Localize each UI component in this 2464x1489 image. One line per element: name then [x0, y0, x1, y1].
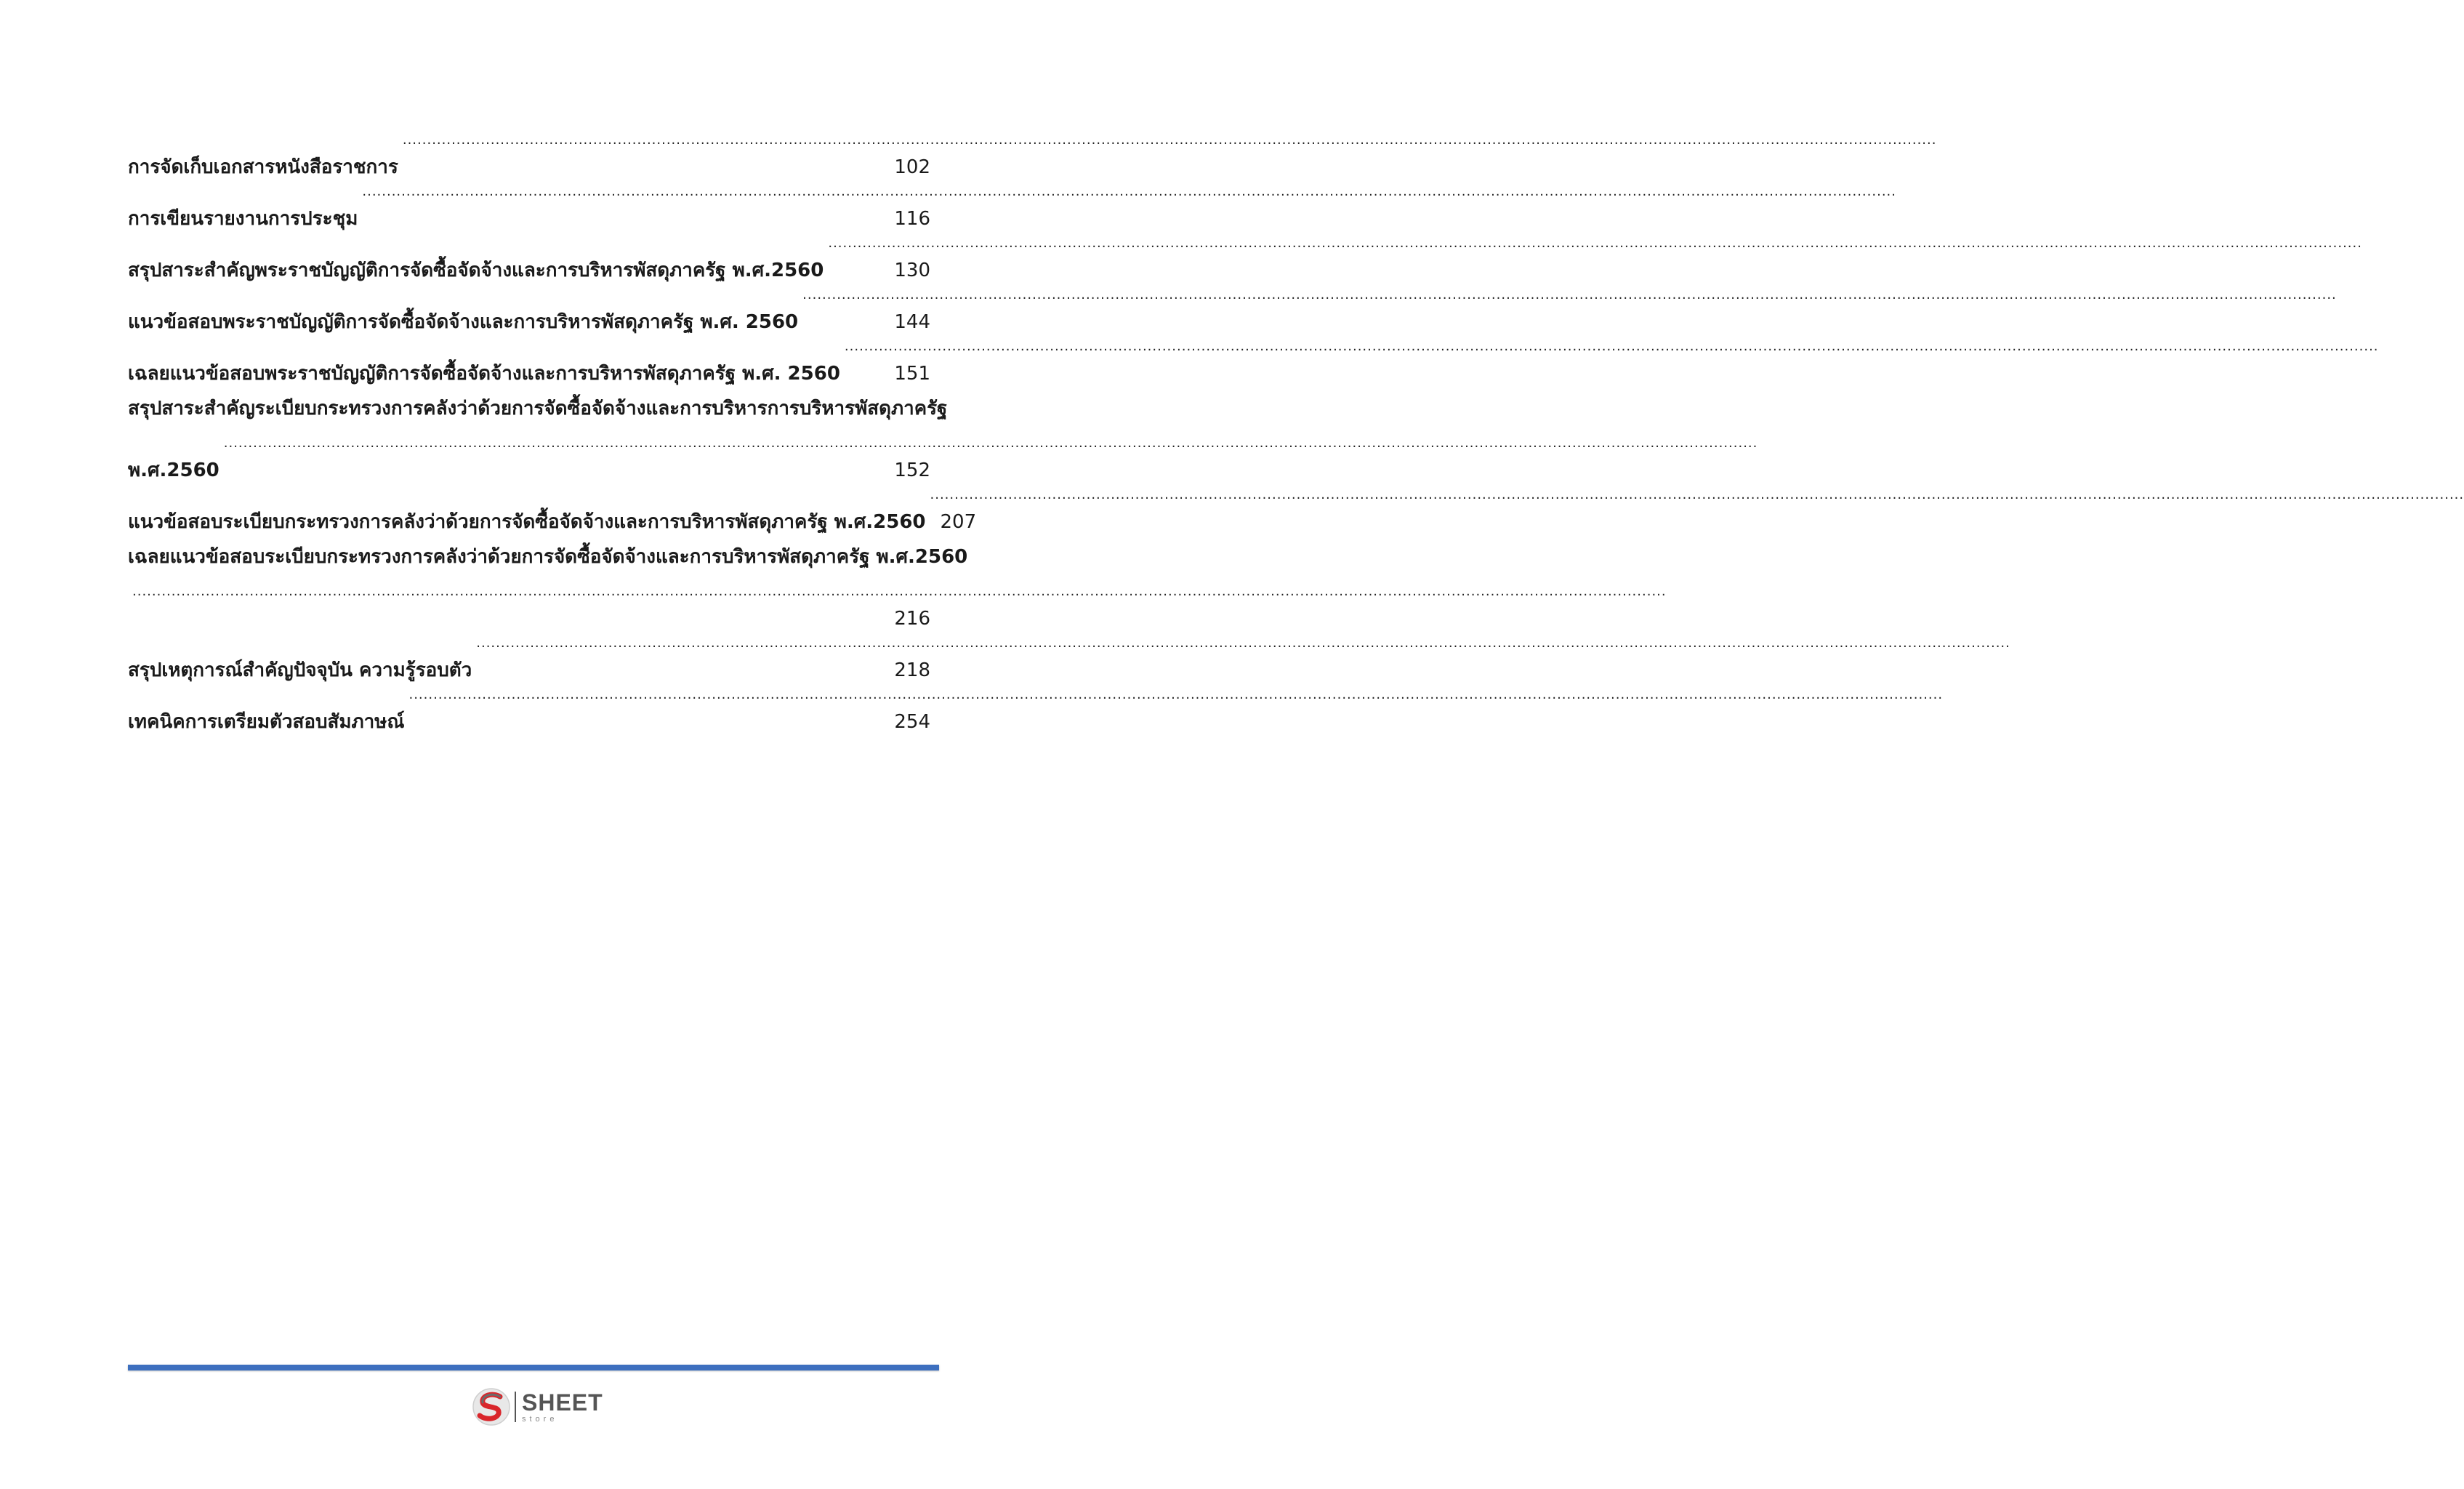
toc-entry-page: 218: [894, 659, 930, 681]
toc-dot-leader: [224, 431, 890, 476]
toc-dot-leader: [930, 483, 936, 528]
table-of-contents: [128, 128, 977, 734]
toc-entry-page: 130: [894, 260, 930, 281]
toc-dot-leader: [408, 683, 890, 728]
toc-entry-page: 102: [894, 156, 930, 178]
toc-entry-page: 152: [894, 459, 930, 481]
toc-dot-leader: [802, 283, 890, 328]
toc-entry[interactable]: [128, 128, 930, 178]
toc-entry-title: แนวข้อสอบพระราชบัญญัติการจัดซื้อจัดจ้างและการบริหารพัสดุภาครัฐ พ.ศ. 2560: [128, 311, 799, 333]
toc-entry-page: 116: [894, 208, 930, 230]
toc-entry-title: การเขียนรายงานการประชุม: [128, 208, 358, 230]
toc-entry-page: 207: [940, 511, 977, 533]
sheet-store-logo: [471, 1385, 603, 1429]
toc-dot-leader: [476, 631, 890, 676]
toc-entry-page: 254: [894, 711, 930, 733]
toc-entry-title: แนวข้อสอบระเบียบกระทรวงการคลังว่าด้วยการจัดซื้อจัดจ้างและการบริหารพัสดุภาครัฐ พ.ศ.2560: [128, 511, 926, 533]
toc-dot-leader: [362, 180, 890, 225]
sheet-store-s-icon: [471, 1386, 512, 1427]
toc-entry[interactable]: [128, 631, 930, 681]
toc-entry-title: เฉลยแนวข้อสอบระเบียบกระทรวงการคลังว่าด้วยการจัดซื้อจัดจ้างและการบริหารพัสดุภาครัฐ พ.ศ.2560: [128, 546, 968, 568]
brand-name: SHEET: [522, 1389, 603, 1416]
toc-dot-leader: [845, 334, 890, 380]
toc-entry-title: สรุปสาระสำคัญพระราชบัญญัติการจัดซื้อจัดจ้างและการบริหารพัสดุภาครัฐ พ.ศ.2560: [128, 260, 824, 281]
toc-dot-leader: [132, 579, 890, 625]
toc-entry[interactable]: [128, 386, 948, 481]
toc-entry-title: เฉลยแนวข้อสอบพระราชบัญญัติการจัดซื้อจัดจ้างและการบริหารพัสดุภาครัฐ พ.ศ. 2560: [128, 363, 840, 385]
brand-subtitle: store: [522, 1414, 558, 1424]
logo-divider: [515, 1392, 516, 1422]
toc-entry-title: การจัดเก็บเอกสารหนังสือราชการ: [128, 156, 398, 178]
toc-entry-title: สรุปเหตุการณ์สำคัญปัจจุบัน ความรู้รอบตัว: [128, 659, 472, 681]
toc-entry-title: สรุปสาระสำคัญระเบียบกระทรวงการคลังว่าด้วยการจัดซื้อจัดจ้างและการบริหารการบริหารพัสดุภาครัฐ: [128, 398, 948, 420]
toc-dot-leader: [403, 128, 890, 173]
footer-divider: [128, 1365, 939, 1370]
toc-entry-page: 151: [894, 363, 930, 385]
toc-entry-page: 216: [894, 608, 930, 630]
toc-entry-page: 144: [894, 311, 930, 333]
toc-entry[interactable]: [128, 534, 968, 630]
toc-dot-leader: [828, 231, 890, 276]
toc-entry[interactable]: [128, 483, 977, 533]
toc-entry-title: เทคนิคการเตรียมตัวสอบสัมภาษณ์: [128, 711, 405, 733]
toc-entry-title-continued: พ.ศ.2560: [128, 459, 220, 481]
